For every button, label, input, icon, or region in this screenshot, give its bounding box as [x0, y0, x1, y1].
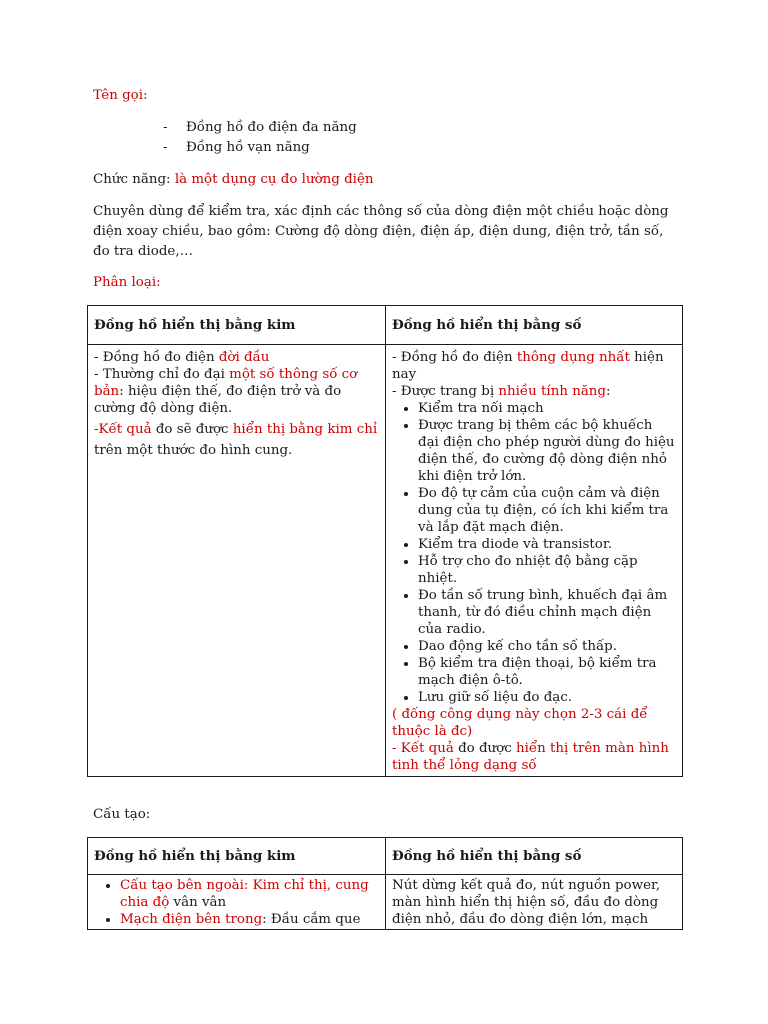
highlight: thông dụng nhất: [516, 350, 630, 365]
kim-structure-list: [94, 877, 379, 928]
cell-clip: [392, 877, 676, 928]
list-item: - Đồng hồ đo điện đa năng: [163, 118, 357, 138]
header-so: Đồng hồ hiển thị bằng số: [386, 306, 683, 345]
list-item: • Hỗ trợ cho đo nhiệt độ bằng cặp nhiệt.: [418, 553, 676, 587]
list-item: • Bộ kiểm tra điện thoại, bộ kiểm tra mạch điện ô-tô.: [418, 655, 676, 689]
so-feature-list: [392, 400, 676, 706]
text: đo được: [453, 741, 517, 756]
ten-goi-list: [163, 118, 357, 158]
kim-line-4: trên một thước đo hình cung.: [94, 443, 293, 458]
list-item: • Lưu giữ số liệu đo đạc.: [418, 689, 676, 706]
list-item: [120, 877, 379, 911]
highlight: Cấu tạo bên ngoài: Kim chỉ thị, cung chia độ: [120, 878, 369, 910]
ten-goi-label: Tên gọi:: [93, 88, 148, 103]
text: - Được trang bị: [392, 384, 499, 399]
list-item: • Kiểm tra nối mạch: [418, 400, 676, 417]
list-item: • Đo độ tự cảm của cuộn cảm và điện dung của tụ điện, có ích khi kiểm tra và lắp đặt mạch điện.: [418, 485, 676, 536]
cell-kim: [88, 345, 386, 777]
text: - Thường chỉ đo đại: [94, 367, 230, 382]
so-note: ( đống công dụng này chọn 2-3 cái để thuộc là đc): [392, 707, 648, 739]
so-line-3: [392, 740, 676, 774]
cau-tao-table: [87, 837, 683, 930]
so-line-1: [392, 349, 676, 383]
table-row: [88, 875, 683, 930]
so-line-2: [392, 383, 676, 400]
list-item: [120, 911, 379, 928]
cell-kim: [88, 875, 386, 930]
chuc-nang-label: Chức năng:: [93, 172, 175, 187]
highlight: đời đầu: [218, 350, 270, 365]
cell-clip: [94, 877, 379, 928]
list-item: • Được trang bị thêm các bộ khuếch đại điện cho phép người dùng đo hiệu điện thế, đo cường độ dòng điện nhỏ khi điện trở lớn.: [418, 417, 676, 485]
chuc-nang-paragraph: [93, 170, 374, 190]
highlight: -Kết quả: [94, 422, 152, 437]
text: - Đồng hồ đo điện: [94, 350, 219, 365]
cell-so: [386, 875, 683, 930]
list-item: - Đồng hồ vạn năng: [163, 138, 357, 158]
table-header-row: [88, 838, 683, 875]
text: đo sẽ được: [151, 422, 233, 437]
text: :: [606, 384, 611, 399]
phan-loai-table: [87, 305, 683, 777]
text: - Đồng hồ đo điện: [392, 350, 517, 365]
highlight: Mạch điện bên trong: [120, 912, 263, 927]
table-row: [88, 345, 683, 777]
kim-line-3: [94, 421, 379, 438]
text: hiện nay: [392, 350, 664, 382]
highlight: một số thông số cơ bản: [94, 367, 358, 399]
table-header-row: [88, 306, 683, 345]
list-item: • Đo tần số trung bình, khuếch đại âm thanh, từ đó điều chỉnh mạch điện của radio.: [418, 587, 676, 638]
phan-loai-label: Phân loại:: [93, 275, 161, 290]
list-item: • Dao động kế cho tần số thấp.: [418, 638, 676, 655]
cau-tao-label: Cấu tạo:: [93, 807, 151, 822]
highlight: hiển thị trên màn hình tinh thể lỏng dạng số: [392, 741, 669, 773]
highlight: - Kết quả: [392, 741, 454, 756]
kim-line-2: [94, 366, 379, 417]
highlight: hiển thị bằng kim chỉ: [232, 422, 378, 437]
text: vân vân: [169, 895, 227, 910]
so-structure-text: Nút dừng kết quả đo, nút nguồn power, màn hình hiển thị hiện số, đầu đo dòng điện nhỏ, đầu đo dòng điện lớn, mạch: [392, 878, 661, 927]
text: : hiệu điện thế, đo điện trở và đo cường độ dòng điện.: [94, 384, 342, 416]
text: : Đầu cắm que: [262, 912, 361, 927]
header-kim: Đồng hồ hiển thị bằng kim: [88, 838, 386, 875]
header-so: Đồng hồ hiển thị bằng số: [386, 838, 683, 875]
chuc-nang-value: là một dụng cụ đo lường điện: [174, 172, 374, 187]
list-item: • Kiểm tra diode và transistor.: [418, 536, 676, 553]
cell-so: [386, 345, 683, 777]
header-kim: Đồng hồ hiển thị bằng kim: [88, 306, 386, 345]
highlight: nhiều tính năng: [498, 384, 606, 399]
kim-line-1: [94, 349, 379, 366]
chuyen-dung-paragraph: Chuyên dùng để kiểm tra, xác định các thông số của dòng điện một chiều hoặc dòng điện xoay chiều, bao gồm: Cường độ dòng điện, điện áp, điện dung, điện trở, tần số, đo tra diode,…: [93, 204, 669, 259]
